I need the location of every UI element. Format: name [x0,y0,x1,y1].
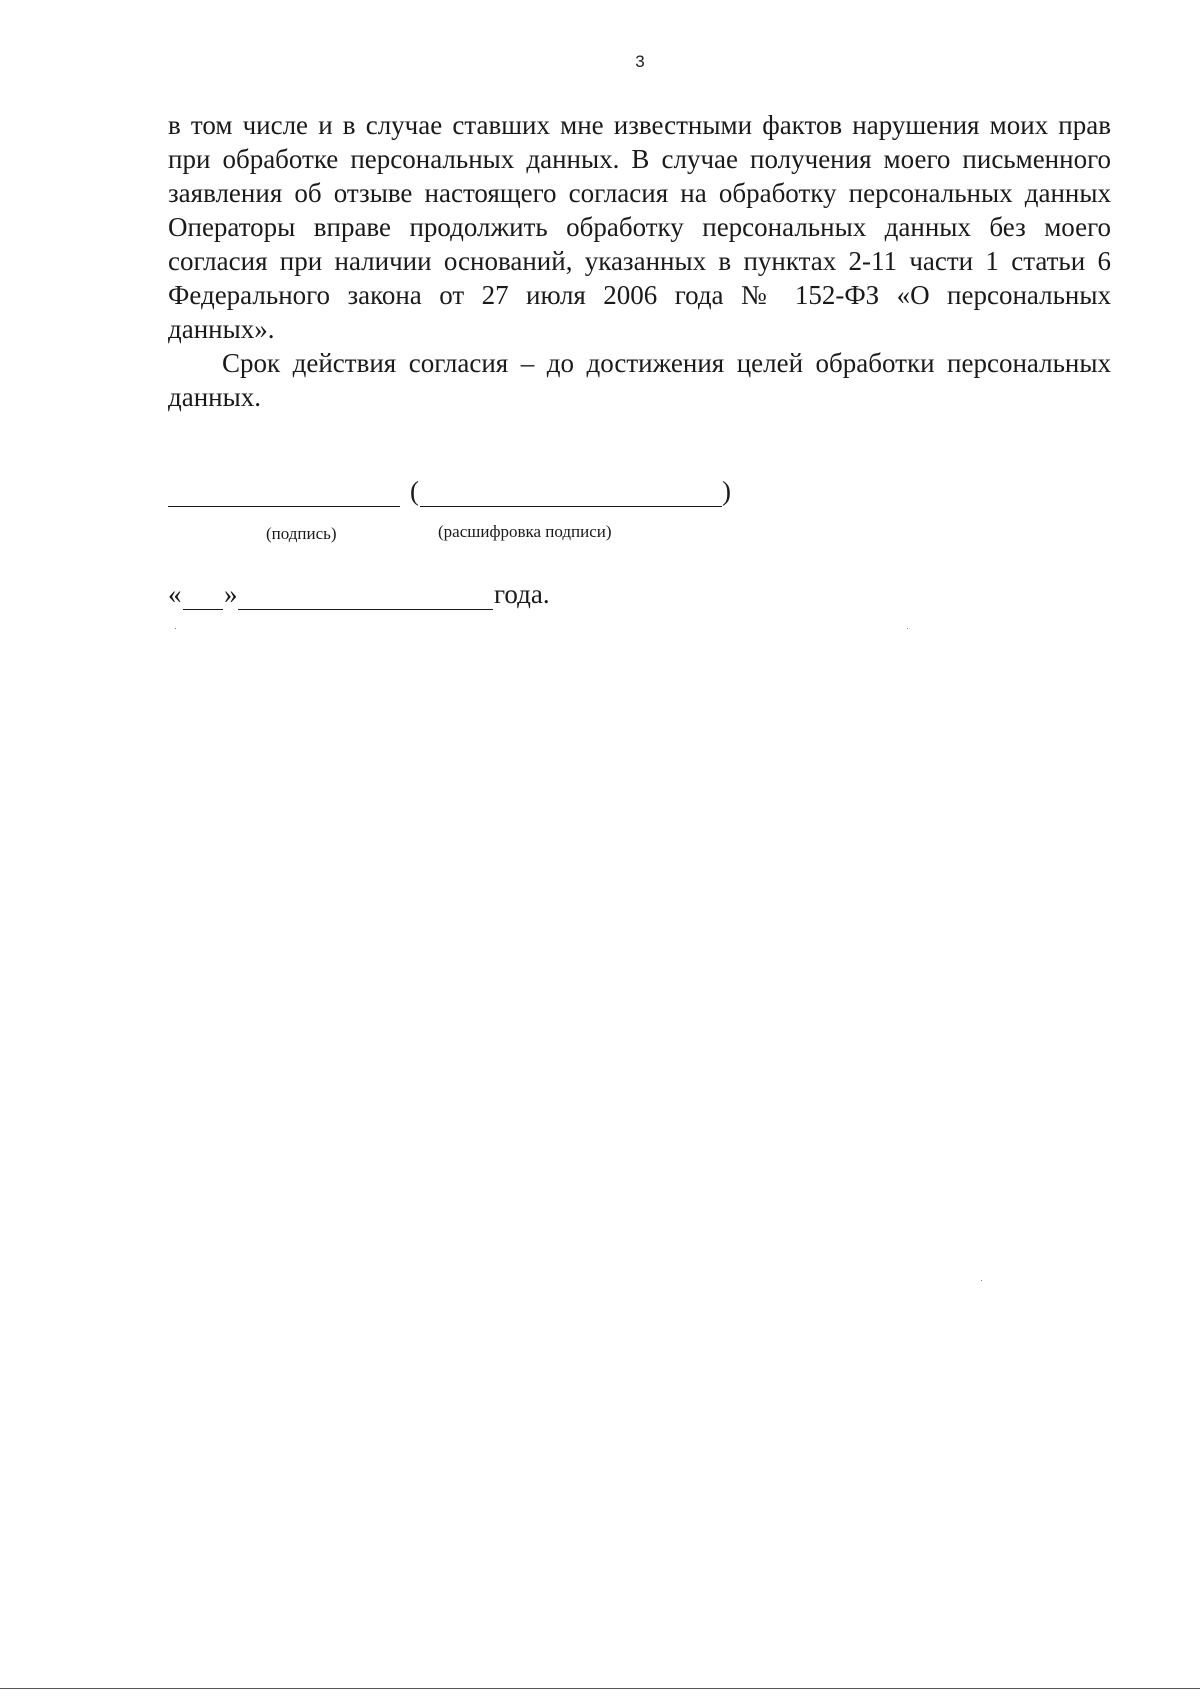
text-line: согласия при наличии оснований, указанных в пунктах 2-11 части 1 статьи 6 [168,246,1111,276]
text-line: заявления об отзыве настоящего согласия на обработку персональных данных [168,178,1111,208]
page-number: 3 [635,52,645,71]
scan-speck [981,1280,982,1281]
year-suffix: года. [494,579,550,609]
signature-decoding-caption: (расшифровка подписи) [438,522,612,541]
date-close-quote: » [224,579,238,609]
signature-caption: (подпись) [266,524,337,543]
signature-decoding-blank-line [420,506,722,507]
signature-blank-line [168,506,400,507]
date-open-quote: « [168,579,182,609]
close-parenthesis: ) [722,476,731,506]
text-line: Срок действия согласия – до достижения целей обработки персональных [222,348,1111,378]
text-line: в том числе и в случае ставших мне известными фактов нарушения моих прав [168,110,1111,140]
text-line: при обработке персональных данных. В случае получения моего письменного [168,144,1111,174]
day-blank-line [183,609,223,610]
text-line: данных. [168,382,262,412]
open-parenthesis: ( [410,476,419,506]
scan-bottom-edge [0,1688,1200,1689]
month-year-blank-line [238,609,493,610]
text-line: Операторы вправе продолжить обработку персональных данных без моего [168,212,1111,242]
scan-speck [907,628,908,629]
text-line: Федерального закона от 27 июля 2006 года № 152-ФЗ «О персональных [168,280,1111,310]
text-line: данных». [168,314,275,344]
scan-speck [175,628,176,629]
